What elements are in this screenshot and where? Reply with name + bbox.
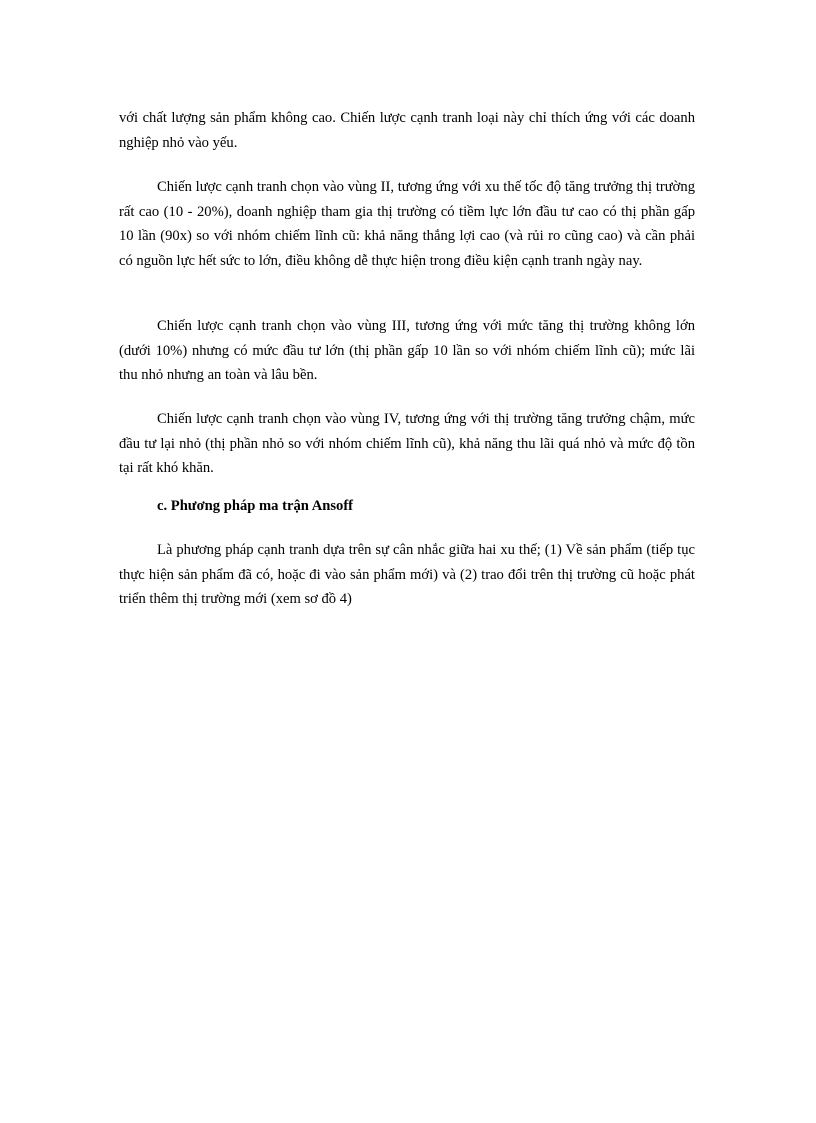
- paragraph-ansoff: [119, 538, 695, 612]
- paragraph-text: Chiến lược cạnh tranh chọn vào vùng II, tương ứng với xu thế tốc độ tăng trưởng thị trường rất cao (10 - 20%), doanh nghiệp tham gia thị trường có tiềm lực lớn đầu tư cao có thị phần gấp 10 lần (90x) so với nhóm chiếm lĩnh cũ: khả năng thắng lợi cao (và rủi ro cũng cao) và cần phải có nguồn lực hết sức to lớn, điều không dễ thực hiện trong điều kiện cạnh tranh ngày nay.: [119, 179, 695, 269]
- paragraph-text: Chiến lược cạnh tranh chọn vào vùng III, tương ứng với mức tăng thị trường không lớn (dưới 10%) nhưng có mức đầu tư lớn (thị phần gấp 10 lần so với nhóm chiếm lĩnh cũ); mức lãi thu nhỏ nhưng an toàn và lâu bền.: [119, 318, 695, 384]
- paragraph-continuation: [119, 106, 695, 155]
- paragraph-text: Là phương pháp cạnh tranh dựa trên sự cân nhắc giữa hai xu thế; (1) Về sản phẩm (tiếp tục thực hiện sản phẩm đã có, hoặc đi vào sản phẩm mới) và (2) trao đổi trên thị trường cũ hoặc phát triển thêm thị trường mới (xem sơ đồ 4): [119, 542, 695, 608]
- section-heading: [119, 494, 695, 519]
- paragraph-zone-iv: [119, 407, 695, 481]
- section-heading-text: c. Phương pháp ma trận Ansoff: [157, 498, 354, 514]
- paragraph-text: với chất lượng sản phẩm không cao. Chiến lược cạnh tranh loại này chỉ thích ứng với các doanh nghiệp nhỏ vào yếu.: [119, 110, 695, 151]
- paragraph-text: Chiến lược cạnh tranh chọn vào vùng IV, tương ứng với thị trường tăng trưởng chậm, mức đầu tư lại nhỏ (thị phần nhỏ so với nhóm chiếm lĩnh cũ), khả năng thu lãi quá nhỏ và mức độ tồn tại rất khó khăn.: [119, 411, 695, 477]
- paragraph-zone-ii: [119, 175, 695, 273]
- paragraph-zone-iii: [119, 314, 695, 388]
